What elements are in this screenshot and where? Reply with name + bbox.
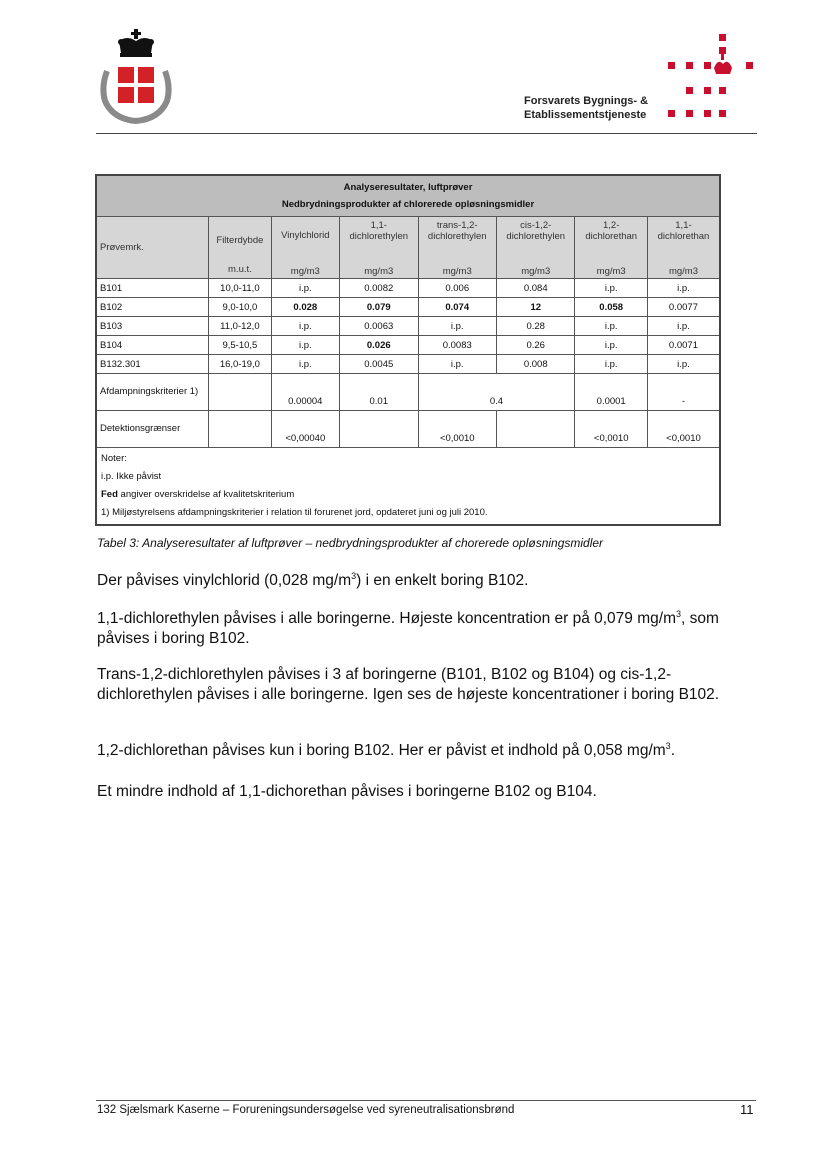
- cell-value: i.p.: [271, 355, 339, 374]
- col-header-11-dca: [647, 217, 720, 279]
- notes-row: [96, 448, 720, 526]
- table-row: [96, 355, 720, 374]
- col-header-unit: mg/m3: [668, 266, 698, 277]
- footer-divider: [96, 1100, 756, 1101]
- cell-value: 0.26: [496, 336, 574, 355]
- col-header-label: 1,1-dichlorethan: [657, 220, 710, 242]
- cell-depth: 9,0-10,0: [209, 298, 271, 317]
- cell-value: i.p.: [271, 317, 339, 336]
- paragraph: [97, 741, 747, 761]
- col-header-unit: mg/m3: [290, 266, 320, 277]
- col-header-unit: m.u.t.: [228, 263, 252, 275]
- superscript: 3: [351, 570, 357, 581]
- col-header-label: trans-1,2-dichlorethylen: [427, 220, 487, 242]
- cell-value: 0.0082: [340, 279, 418, 298]
- col-header-depth: [209, 217, 271, 279]
- cell-value: 0.0001: [575, 374, 647, 411]
- cell-sample: B101: [96, 279, 209, 298]
- cell-value: 0.0077: [647, 298, 720, 317]
- superscript: 3: [675, 608, 681, 619]
- cell-depth: 11,0-12,0: [209, 317, 271, 336]
- cell-depth: 10,0-11,0: [209, 279, 271, 298]
- criteria-label: Afdampningskriterier 1): [96, 374, 209, 411]
- col-header-unit: mg/m3: [364, 266, 394, 277]
- cell-depth: 9,5-10,5: [209, 336, 271, 355]
- paragraph-text: , som påvises i boring B102.: [97, 610, 719, 647]
- cell-value: <0,0010: [418, 411, 496, 448]
- cell-value: i.p.: [647, 317, 720, 336]
- col-header-11-dce: [340, 217, 418, 279]
- cell-value: i.p.: [575, 355, 647, 374]
- cell-value-exceeded: 0.079: [340, 298, 418, 317]
- cell-sample: B132.301: [96, 355, 209, 374]
- col-header-label: Vinylchlorid: [281, 230, 330, 241]
- col-header-label: Prøvemrk.: [100, 242, 144, 253]
- cell-value: i.p.: [271, 279, 339, 298]
- note-footnote: 1) Miljøstyrelsens afdampningskriterier i relation til forurenet jord, opdateret juni og juli 2010.: [101, 507, 488, 518]
- col-header-unit: mg/m3: [521, 266, 551, 277]
- cell-value-exceeded: 0.026: [340, 336, 418, 355]
- cell-value: 0.4: [418, 374, 575, 411]
- note-ip: i.p. Ikke påvist: [101, 471, 162, 482]
- cell-empty: [209, 411, 271, 448]
- cell-value: 0.084: [496, 279, 574, 298]
- table-caption: Tabel 3: Analyseresultater af luftprøver – nedbrydningsprodukter af chorerede opløsningsmidler: [97, 536, 604, 550]
- cell-value: i.p.: [418, 355, 496, 374]
- paragraph-text: 1,2-dichlorethan påvises kun i boring B102. Her er påvist et indhold på 0,058 mg/m: [97, 742, 666, 759]
- organization-name: [524, 94, 648, 122]
- paragraph-text: Der påvises vinylchlorid (0,028 mg/m: [97, 572, 352, 589]
- cell-value: i.p.: [647, 279, 720, 298]
- cell-value: -: [647, 374, 720, 411]
- col-header-12-dca: [575, 217, 647, 279]
- cell-value: 0.00004: [271, 374, 339, 411]
- cell-value-exceeded: 12: [496, 298, 574, 317]
- col-header-unit: mg/m3: [442, 266, 472, 277]
- cell-value-exceeded: 0.028: [271, 298, 339, 317]
- table-header-row: [96, 217, 720, 279]
- page-number: 11: [740, 1102, 754, 1117]
- footer-title: 132 Sjælsmark Kaserne – Forureningsundersøgelse ved syreneutralisationsbrønd: [97, 1104, 515, 1116]
- col-header-label: cis-1,2-dichlorethylen: [506, 220, 566, 242]
- cell-sample: B103: [96, 317, 209, 336]
- header-divider: [96, 133, 757, 134]
- notes-heading: Noter:: [101, 453, 127, 464]
- cell-value: <0,00040: [271, 411, 339, 448]
- col-header-sample: [96, 217, 209, 279]
- cell-value-exceeded: 0.058: [575, 298, 647, 317]
- cell-value: i.p.: [575, 279, 647, 298]
- table-row: [96, 279, 720, 298]
- cell-depth: 16,0-19,0: [209, 355, 271, 374]
- cell-value: <0,0010: [575, 411, 647, 448]
- col-header-label: 1,2-dichlorethan: [585, 220, 638, 242]
- results-table-container: [95, 174, 721, 526]
- paragraph: [97, 571, 747, 591]
- col-header-unit: mg/m3: [596, 266, 626, 277]
- cell-value: 0.28: [496, 317, 574, 336]
- results-table: [95, 174, 721, 526]
- cell-value: 0.006: [418, 279, 496, 298]
- cell-value: 0.0045: [340, 355, 418, 374]
- cell-value-exceeded: 0.074: [418, 298, 496, 317]
- table-title-line1: Analyseresultater, luftprøver: [343, 182, 473, 193]
- cell-sample: B102: [96, 298, 209, 317]
- cell-value: 0.0063: [340, 317, 418, 336]
- detection-limit-row: [96, 411, 720, 448]
- criteria-row: [96, 374, 720, 411]
- paragraph: Et mindre indhold af 1,1-dichorethan påvises i boringerne B102 og B104.: [97, 783, 597, 800]
- superscript: 3: [665, 740, 671, 751]
- org-name-line2: Etablissementstjeneste: [524, 109, 647, 121]
- col-header-label: 1,1-dichlorethylen: [349, 220, 409, 242]
- org-name-line1: Forsvarets Bygnings- &: [524, 95, 649, 107]
- paragraph: [97, 609, 747, 649]
- table-notes: [96, 448, 720, 526]
- table-row: [96, 336, 720, 355]
- detection-label: Detektionsgrænser: [96, 411, 209, 448]
- note-bold-word: Fed: [101, 489, 118, 500]
- cell-value: 0.0083: [418, 336, 496, 355]
- cell-value: i.p.: [418, 317, 496, 336]
- note-bold: [101, 486, 715, 504]
- cell-value: <0,0010: [647, 411, 720, 448]
- cell-value: 0.0071: [647, 336, 720, 355]
- cell-empty: [209, 374, 271, 411]
- table-row: [96, 317, 720, 336]
- cell-sample: B104: [96, 336, 209, 355]
- cell-empty: [340, 411, 418, 448]
- cell-value: i.p.: [575, 336, 647, 355]
- cell-value: i.p.: [271, 336, 339, 355]
- cell-value: i.p.: [575, 317, 647, 336]
- fbe-logo: [664, 32, 756, 124]
- cell-value: 0.01: [340, 374, 418, 411]
- crown-shield-logo: [97, 27, 175, 125]
- paragraph-text: .: [670, 742, 675, 759]
- paragraph-text: 1,1-dichlorethylen påvises i alle boringerne. Højeste koncentration er på 0,079 mg/m: [97, 610, 676, 627]
- cell-empty: [496, 411, 574, 448]
- col-header-vinylchlorid: [271, 217, 339, 279]
- cell-value: i.p.: [647, 355, 720, 374]
- col-header-trans-dce: [418, 217, 496, 279]
- table-row: [96, 298, 720, 317]
- paragraph-text: ) i en enkelt boring B102.: [356, 572, 529, 589]
- table-title: [96, 175, 720, 217]
- col-header-label: Filterdybde: [216, 234, 264, 246]
- note-bold-text: angiver overskridelse af kvalitetskriterium: [117, 489, 295, 500]
- table-title-row: [96, 175, 720, 217]
- col-header-cis-dce: [496, 217, 574, 279]
- paragraph: Trans-1,2-dichlorethylen påvises i 3 af boringerne (B101, B102 og B104) og cis-1,2-dichlorethylen påvises i alle boringerne. Igen ses de højeste koncentrationer i boring B102.: [97, 666, 720, 703]
- cell-value: 0.008: [496, 355, 574, 374]
- table-title-line2: Nedbrydningsprodukter af chlorerede opløsningsmidler: [281, 199, 535, 210]
